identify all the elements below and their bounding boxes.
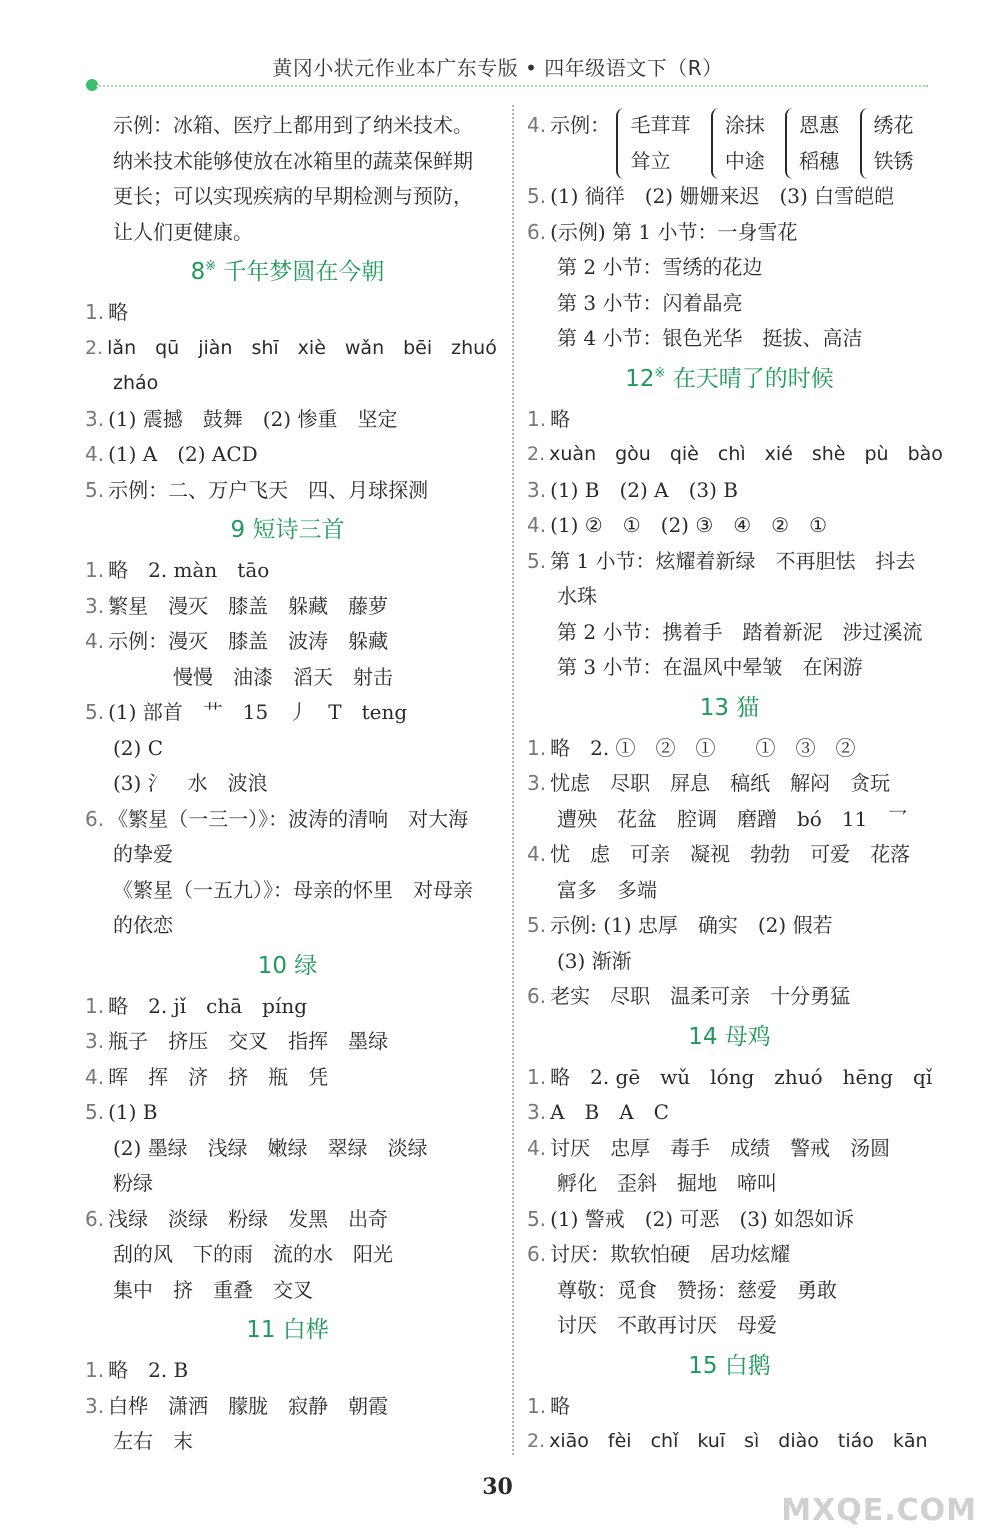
section-name: 母鸡	[724, 1023, 771, 1050]
answer-line: 6. 浅绿 淡绿 粉绿 发黑 出奇	[85, 1206, 389, 1231]
answer-line: 5. (1) 警戒 (2) 可恶 (3) 如怨如诉	[527, 1206, 855, 1231]
answer-line: 5. (1) B	[85, 1100, 158, 1124]
brace-pair: 绣花 铁锈	[860, 108, 914, 184]
brace-icon	[785, 108, 795, 179]
section-name: 猫	[736, 694, 760, 721]
section-title-14	[527, 1015, 932, 1060]
section-number: 10	[257, 952, 287, 979]
intro-line: 示例：冰箱、医疗上都用到了纳米技术。	[113, 113, 473, 137]
answer-line: 5. (1) 徜徉 (2) 姗姗来迟 (3) 白雪皑皑	[527, 184, 895, 208]
section-number: 8	[190, 259, 206, 285]
intro-line: 更长；可以实现疾病的早期检测与预防，	[113, 184, 473, 208]
section-title-15	[527, 1344, 932, 1389]
answer-line: 5. 示例：二、万户飞天 四、月球探测	[85, 477, 429, 502]
star-icon: ※	[205, 259, 217, 274]
answer-line: 4. 示例：漫灭 膝盖 波涛 躲藏	[85, 629, 389, 653]
answer-line: (3) 渐渐	[557, 948, 632, 973]
answer-line: 6. 《繁星（一三一）》：波涛的清响 对大海	[85, 806, 469, 831]
answer-line: 3. (1) B (2) A (3) B	[527, 477, 738, 502]
left-column	[85, 108, 497, 1460]
brace-pair: 毛茸茸 耸立	[616, 108, 690, 184]
answer-line: 1. 略 2. màn tāo	[85, 558, 270, 582]
answer-line: 5. 示例: (1) 忠厚 确实 (2) 假若	[527, 913, 833, 937]
answer-line: 5. 第 1 小节：炫耀着新绿 不再胆怯 抖去	[527, 548, 916, 573]
answer-line: 2. lǎn qū jiàn shī xiè wǎn bēi zhuó	[85, 336, 497, 359]
answer-line: 《繁星（一五九）》：母亲的怀里 对母亲	[113, 877, 473, 902]
brace-icon	[860, 108, 870, 179]
answer-line: zháo	[113, 372, 159, 394]
intro-line: 让人们更健康。	[113, 219, 253, 244]
section-title-8	[85, 250, 490, 295]
section-name: 在天晴了的时候	[672, 365, 834, 392]
answer-line: 5. (1) 部首 艹 15 丿 T teng	[85, 700, 408, 724]
answer-line: 集中 挤 重叠 交叉	[113, 1277, 313, 1302]
brace-icon	[711, 108, 721, 179]
answer-line: 3. 瓶子 挤压 交叉 指挥 墨绿	[85, 1029, 389, 1053]
answer-line: 孵化 歪斜 掘地 啼叫	[557, 1171, 777, 1195]
answer-line: 第 2 小节：携着手 踏着新泥 涉过溪流	[557, 619, 923, 644]
answer-line: 3. A B A C	[527, 1100, 669, 1124]
right-column	[527, 108, 943, 1460]
answer-line: (3) 氵 水 波浪	[113, 771, 268, 795]
brace-icon	[616, 108, 626, 179]
answer-line: 水珠	[557, 584, 597, 608]
answer-line: 尊敬：觅食 赞扬：慈爱 勇敢	[557, 1277, 837, 1302]
answer-line: 左右 末	[113, 1429, 193, 1453]
page-number: 30	[482, 1474, 513, 1500]
answer-line: 粉绿	[113, 1171, 153, 1195]
answer-line: 2. xuàn gòu qiè chì xié shè pù bào	[527, 443, 943, 465]
section-name: 白桦	[282, 1317, 329, 1343]
section-title-10	[85, 944, 490, 989]
answer-line: 第 4 小节：银色光华 挺拔、高洁	[557, 326, 863, 350]
answer-line: 1. 略	[527, 406, 571, 431]
answer-line: 慢慢 油漆 滔天 射击	[173, 664, 393, 689]
answer-line: 1. 略 2. gē wǔ lóng zhuó hēng qǐ	[527, 1064, 933, 1089]
section-number: 15	[688, 1352, 718, 1379]
answer-line: 遭殃 花盆 腔调 磨蹭 bó 11 乛	[557, 806, 908, 831]
answer-line: 第 3 小节：闪着晶亮	[557, 290, 743, 315]
answer-line: 3. 白桦 潇洒 朦胧 寂静 朝霞	[85, 1393, 389, 1418]
section-name: 绿	[294, 952, 318, 979]
section-name: 短诗三首	[252, 517, 345, 543]
brace-pair: 恩惠 稻穗	[785, 108, 839, 184]
section-title-12	[527, 357, 932, 402]
section-title-9	[85, 508, 490, 553]
answer-line: 讨厌 不敢再讨厌 母爱	[557, 1313, 777, 1337]
header-rule	[96, 85, 928, 87]
answer-line: 4. 晖 挥 济 挤 瓶 凭	[85, 1064, 329, 1089]
section-title-11	[85, 1308, 490, 1353]
column-divider	[512, 105, 514, 1455]
watermark: MXQE.COM	[781, 1493, 977, 1528]
answer-line: 3. (1) 震撼 鼓舞 (2) 惨重 坚定	[85, 406, 398, 431]
section-title-13	[527, 686, 932, 731]
answer-line: 富多 多端	[557, 877, 657, 902]
answer-line: 1. 略	[85, 300, 129, 324]
section-name: 白鹅	[724, 1352, 771, 1379]
answer-line: 6. 讨厌：欺软怕硬 居功炫耀	[527, 1242, 791, 1266]
answer-line: 第 3 小节：在温风中晕皱 在闲游	[557, 655, 863, 679]
answer-line: 的依恋	[113, 913, 173, 937]
answer-line: 6. (示例) 第 1 小节：一身雪花	[527, 219, 798, 244]
section-number: 12	[625, 365, 655, 392]
section-number: 14	[688, 1023, 718, 1050]
answer-line: 1. 略 2. ① ② ① ① ③ ②	[527, 735, 856, 760]
answer-line: 1. 略 2. B	[85, 1358, 189, 1382]
answer-line: (2) 墨绿 浅绿 嫩绿 翠绿 淡绿	[113, 1135, 428, 1160]
brace-pair: 涂抹 中途	[711, 108, 765, 184]
section-number: 13	[699, 694, 729, 721]
answer-line: 2. xiāo fèi chǐ kuī sì diào tiáo kān	[527, 1430, 928, 1452]
section-number: 9	[230, 517, 246, 543]
answer-line: 3. 忧虑 尽职 屏息 稿纸 解闷 贪玩	[527, 771, 891, 795]
section-number: 11	[246, 1317, 276, 1343]
answer-line: 刮的风 下的雨 流的水 阳光	[113, 1242, 393, 1266]
answer-line: 4. (1) A (2) ACD	[85, 442, 258, 466]
answer-line: 4. 忧 虑 可亲 凝视 勃勃 可爱 花落	[527, 842, 911, 866]
answer-line-braces: 4. 示例： 毛茸茸 耸立 涂抹 中途 恩惠 稻穗 绣花 铁锈	[527, 108, 932, 179]
page-header: 黄冈小状元作业本广东专版 • 四年级语文下（R）	[272, 56, 723, 80]
answer-line: 1. 略 2. jǐ chā píng	[85, 993, 308, 1018]
answer-line: (2) C	[113, 735, 163, 760]
section-name: 千年梦圆在今朝	[223, 259, 385, 285]
star-icon: ※	[654, 365, 666, 381]
answer-line: 4. 讨厌 忠厚 毒手 成绩 警戒 汤圆	[527, 1135, 891, 1160]
answer-line: 3. 繁星 漫灭 膝盖 躲藏 藤萝	[85, 593, 389, 618]
intro-line: 纳米技术能够使放在冰箱里的蔬菜保鲜期	[113, 148, 473, 173]
answer-line: 第 2 小节：雪绣的花边	[557, 255, 763, 279]
answer-line: 的挚爱	[113, 842, 173, 866]
answer-line: 4. (1) ② ① (2) ③ ④ ② ①	[527, 513, 828, 537]
answer-line: 6. 老实 尽职 温柔可亲 十分勇猛	[527, 984, 851, 1008]
answer-line: 1. 略	[527, 1393, 571, 1418]
